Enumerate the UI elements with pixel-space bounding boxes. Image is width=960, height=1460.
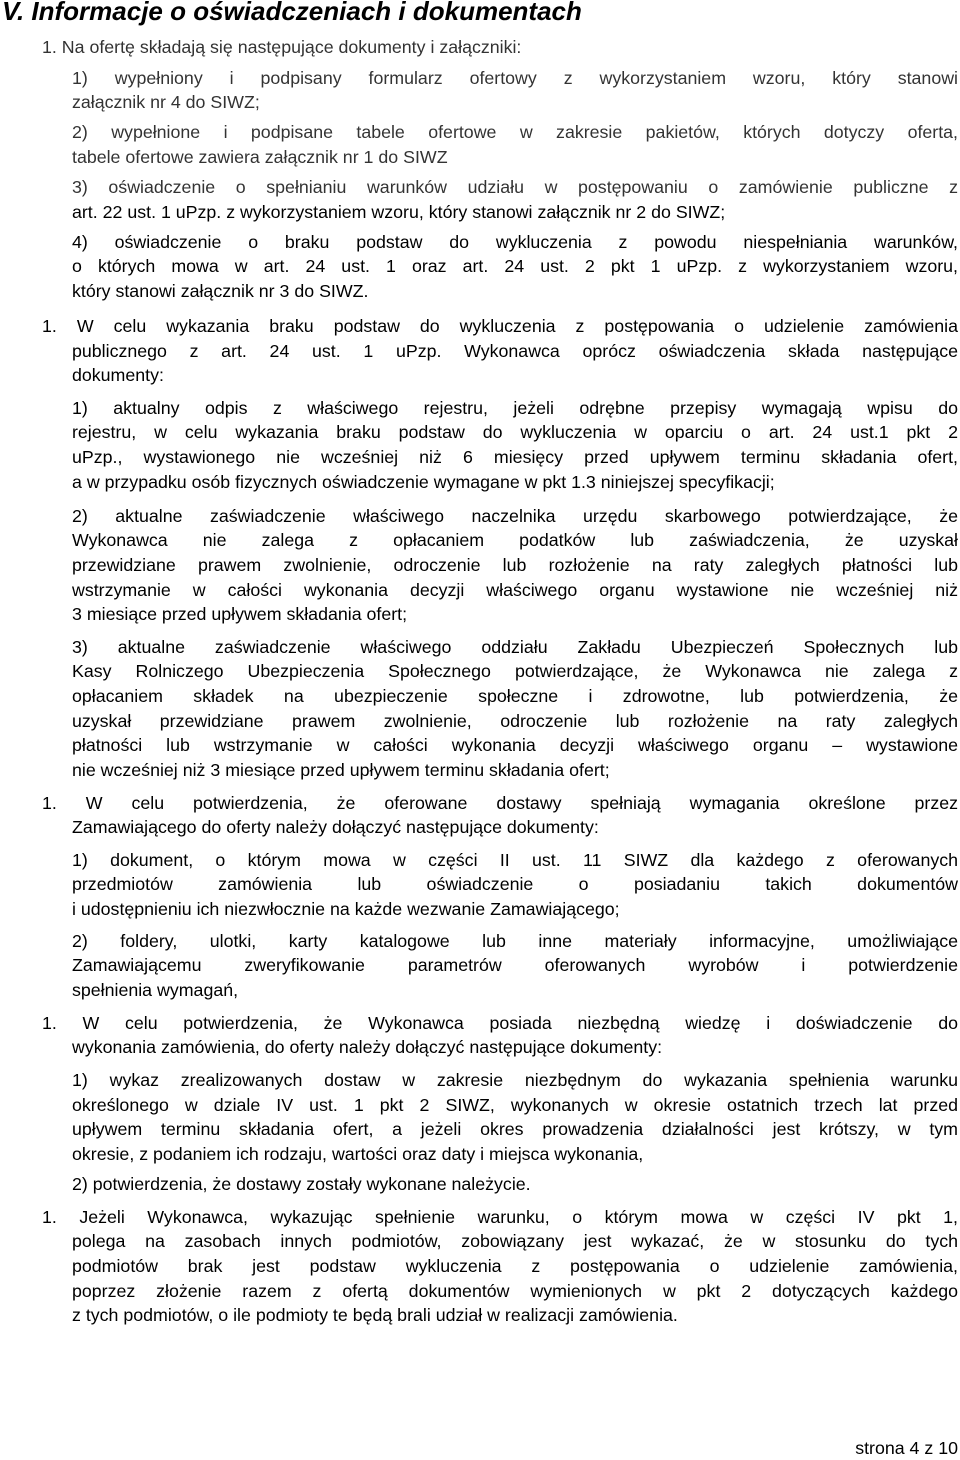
paragraph-line: 1. W celu potwierdzenia, że oferowane dostawy spełniają wymagania określone przez [42, 793, 958, 813]
paragraph-line: spełnienia wymagań, [72, 980, 239, 1000]
paragraph-line: tabele ofertowe zawiera załącznik nr 1 do SIWZ [72, 147, 448, 167]
paragraph-line: uPzp., wystawionego nie wcześniej niż 6 miesięcy przed upływem terminu składania ofert, [72, 447, 958, 467]
paragraph-line: wstrzymanie w całości wykonania decyzji właściwego organu wystawione nie wcześniej niż [72, 580, 958, 600]
paragraph-line: polega na zasobach innych podmiotów, zobowiązany jest wykazać, że w stosunku do tych [72, 1231, 958, 1251]
paragraph-line: 2) foldery, ulotki, karty katalogowe lub inne materiały informacyjne, umożliwiające [72, 931, 958, 951]
paragraph-line: Zamawiającego do oferty należy dołączyć następujące dokumenty: [72, 817, 599, 837]
paragraph-line: rejestru, w celu wykazania braku podstaw do wykluczenia w oparciu o art. 24 ust.1 pkt 2 [72, 422, 958, 442]
paragraph-line: 2) potwierdzenia, że dostawy zostały wykonane należycie. [72, 1174, 531, 1194]
paragraph-line: nie wcześniej niż 3 miesiące przed upływem terminu składania ofert; [72, 760, 610, 780]
paragraph-line: płatności lub wstrzymanie w całości wykonania decyzji właściwego organu – wystawione [72, 735, 958, 755]
paragraph-line: 2) aktualne zaświadczenie właściwego naczelnika urzędu skarbowego potwierdzające, że [72, 506, 958, 526]
paragraph-line: przewidziane prawem zwolnienie, odroczenie lub rozłożenie na raty zaległych płatności lub [72, 555, 958, 575]
paragraph-line: opłacaniem składek na ubezpieczenie społeczne i zdrowotne, lub potwierdzenia, że [72, 686, 958, 706]
paragraph-line: z tych podmiotów, o ile podmioty te będą brali udział w realizacji zamówienia. [72, 1305, 678, 1325]
paragraph-line: 3 miesiące przed upływem składania ofert; [72, 604, 408, 624]
paragraph-line: publicznego z art. 24 ust. 1 uPzp. Wykonawca oprócz oświadczenia składa następujące [72, 341, 958, 361]
paragraph-line: 1) dokument, o którym mowa w części II ust. 11 SIWZ dla każdego z oferowanych [72, 850, 958, 870]
paragraph-line: 1. Na ofertę składają się następujące dokumenty i załączniki: [42, 37, 522, 57]
paragraph-line: uzyskał przewidziane prawem zwolnienie, odroczenie lub rozłożenie na raty zaległych [72, 711, 958, 731]
paragraph-line: wykonania zamówienia, do oferty należy dołączyć następujące dokumenty: [72, 1037, 663, 1057]
paragraph-line: okresie, z podaniem ich rodzaju, wartości oraz daty i miejsca wykonania, [72, 1144, 644, 1164]
paragraph-line: dokumenty: [72, 365, 164, 385]
paragraph-line: Wykonawca nie zalega z opłacaniem podatków lub zaświadczenia, że uzyskał [72, 530, 958, 550]
paragraph-line: 1) wykaz zrealizowanych dostaw w zakresie niezbędnym do wykazania spełnienia warunku [72, 1070, 958, 1090]
paragraph-line: 3) oświadczenie o spełnianiu warunków udziału w postępowaniu o zamówienie publiczne z [72, 177, 958, 197]
paragraph-line: przedmiotów zamówienia lub oświadczenie o posiadaniu takich dokumentów [72, 874, 958, 894]
paragraph-line: załącznik nr 4 do SIWZ; [72, 92, 260, 112]
paragraph-line: 3) aktualne zaświadczenie właściwego oddziału Zakładu Ubezpieczeń Społecznych lub [72, 637, 958, 657]
section-heading: V. Informacje o oświadczeniach i dokumentach [2, 0, 582, 26]
paragraph-line: 1) wypełniony i podpisany formularz ofertowy z wykorzystaniem wzoru, który stanowi [72, 68, 958, 88]
paragraph-line: 1. W celu wykazania braku podstaw do wykluczenia z postępowania o udzielenie zamówienia [42, 316, 958, 336]
paragraph-line: który stanowi załącznik nr 3 do SIWZ. [72, 281, 369, 301]
paragraph-line: art. 22 ust. 1 uPzp. z wykorzystaniem wzoru, który stanowi załącznik nr 2 do SIWZ; [72, 202, 726, 222]
paragraph-line: 1. W celu potwierdzenia, że Wykonawca posiada niezbędną wiedzę i doświadczenie do [42, 1013, 958, 1033]
paragraph-line: określonego w dziale IV ust. 1 pkt 2 SIWZ, wykonanych w okresie ostatnich trzech lat przed [72, 1095, 958, 1115]
paragraph-line: a w przypadku osób fizycznych oświadczenie wymagane w pkt 1.3 niniejszej specyfikacji; [72, 472, 775, 492]
paragraph-line: 1) aktualny odpis z właściwego rejestru, jeżeli odrębne przepisy wymagają wpisu do [72, 398, 958, 418]
paragraph-line: 1. Jeżeli Wykonawca, wykazując spełnienie warunku, o którym mowa w części IV pkt 1, [42, 1207, 958, 1227]
paragraph-line: Zamawiającemu zweryfikowanie parametrów oferowanych wyrobów i potwierdzenie [72, 955, 958, 975]
paragraph-line: poprzez złożenie razem z ofertą dokumentów wymienionych w pkt 2 dotyczących każdego [72, 1281, 958, 1301]
paragraph-line: upływem terminu składania ofert, a jeżeli okres prowadzenia działalności jest krótszy, w tym [72, 1119, 958, 1139]
paragraph-line: i udostępnieniu ich niezwłocznie na każde wezwanie Zamawiającego; [72, 899, 620, 919]
paragraph-line: podmiotów brak jest podstaw wykluczenia z postępowania o udzielenie zamówienia, [72, 1256, 958, 1276]
paragraph-line: 2) wypełnione i podpisane tabele ofertowe w zakresie pakietów, których dotyczy oferta, [72, 122, 958, 142]
page-number: strona 4 z 10 [855, 1438, 958, 1458]
paragraph-line: 4) oświadczenie o braku podstaw do wykluczenia z powodu niespełniania warunków, [72, 232, 958, 252]
paragraph-line: o których mowa w art. 24 ust. 1 oraz art. 24 ust. 2 pkt 1 uPzp. z wykorzystaniem wzoru, [72, 256, 958, 276]
paragraph-line: Kasy Rolniczego Ubezpieczenia Społecznego potwierdzające, że Wykonawca nie zalega z [72, 661, 958, 681]
